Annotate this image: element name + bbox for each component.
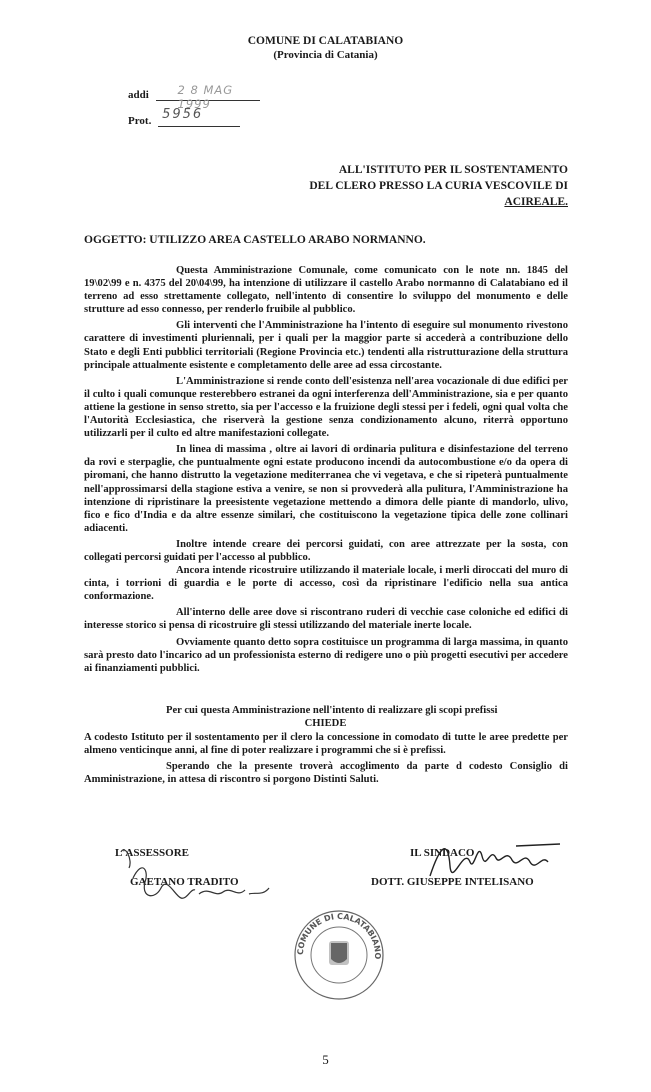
date-stamp-value: 2 8 MAG 1999 xyxy=(177,83,234,111)
body-paragraph: Inoltre intende creare dei percorsi guidati, con aree attrezzate per la sosta, con collegati percorsi guidati per l'accesso al pubblico. xyxy=(84,538,568,563)
letter-body xyxy=(84,264,568,678)
stamp-text: COMUNE DI CALATABIANO xyxy=(295,911,383,960)
protocol-field xyxy=(128,107,240,127)
municipal-stamp-seal xyxy=(291,907,387,1003)
date-line xyxy=(156,83,260,111)
province-header: (Provincia di Catania) xyxy=(273,49,378,61)
addressee-block xyxy=(309,162,568,210)
body-paragraph: Ovviamente quanto detto sopra costituisce un programma di larga massima, in quanto sarà presto dato l'incarico ad un professionista esterno di redigere uno o più progetti esecutivi per accedere ai finanziamenti pubblici. xyxy=(84,636,568,674)
addressee-line-1: ALL'ISTITUTO PER IL SOSTENTAMENTO xyxy=(338,164,568,176)
municipality-header: COMUNE DI CALATABIANO xyxy=(247,35,404,47)
protocol-line xyxy=(158,107,240,127)
subject-line: OGGETTO: UTILIZZO AREA CASTELLO ARABO NORMANNO. xyxy=(84,234,426,246)
assessore-name: GAETANO TRADITO xyxy=(130,876,239,888)
body-paragraph: Questa Amministrazione Comunale, come comunicato con le note nn. 1845 del 19\02\99 e n. 4375 del 20\04\99, ha intenzione di utilizzare il castello Arabo normanno di Calatabiano ed il terreno ad esso strettamente collegato, nell'intento di consentire lo sviluppo del monumento e delle strutture ad esso connesso, per renderlo fruibile al pubblico. xyxy=(84,265,568,316)
body-paragraph: In linea di massima , oltre ai lavori di ordinaria pulitura e disinfestazione del terreno da rovi e sterpaglie, che puntualmente ogni estate producono incendi da autocombustione e/o da opera di piromani, che hanno distrutto la vegetazione mediterranea che vi vegetava, e che si ripeterà puntualmente nell'approssimarsi della stagione estiva a venire, se non si provvederà alla pulitura, l'Amministrazione ha intenzione di ripristinare la preesistente vegetazione mettendo a dimora delle piante di mandorlo, ulivo, fico e fico d'India e da altre essenze similari, che costituiscono la vegetazione tipica delle zone collinari adiacenti. xyxy=(84,444,568,534)
page-number: 5 xyxy=(322,1052,329,1067)
sindaco-name: DOTT. GIUSEPPE INTELISANO xyxy=(371,876,534,888)
closing-request-text: A codesto Istituto per il sostentamento per il clero la concessione in comodato di tutte le aree predette per almeno venticinque anni, al fine di poter realizzare i programmi che si è prefissi. xyxy=(84,732,568,757)
closing-intro xyxy=(84,704,568,717)
body-paragraph: Gli interventi che l'Amministrazione ha l'intento di eseguire sul monumento rivestono carattere di investimenti pluriennali, per i quali per la maggior parte si accederà a contribuzione dello Stato e degli Enti pubblici territoriali (Regione Provincia etc.) tendenti alla ristrutturazione della struttura principale attualmente esistente e completamento delle aree ad essa circostante. xyxy=(84,320,568,371)
date-label: addi xyxy=(128,89,149,101)
protocol-value: 5956 xyxy=(162,107,204,122)
closing-greeting-text: Sperando che la presente troverà accoglimento da parte d codesto Consiglio di Amministrazione, in attesa di riscontro si porgono Distinti Saluti. xyxy=(84,761,568,786)
assessore-role: L'ASSESSORE xyxy=(115,847,189,859)
sindaco-signature xyxy=(420,826,570,896)
chiede-heading: CHIEDE xyxy=(304,718,347,729)
addressee-line-2: DEL CLERO PRESSO LA CURIA VESCOVILE DI xyxy=(309,180,568,192)
date-field xyxy=(128,83,260,111)
closing-request xyxy=(84,731,568,757)
body-paragraph: Ancora intende ricostruire utilizzando il materiale locale, i merli diroccati del muro di cinta, i torrioni di guardia e le porte di accesso, così da ripristinare l'edificio nella sua antica conformazione. xyxy=(84,565,568,603)
addressee-line-3: ACIREALE. xyxy=(504,196,568,208)
body-paragraph: All'interno delle aree dove si riscontrano ruderi di vecchie case coloniche ed edifici di interesse storico si pensa di ricostruire gli stessi utilizzando del materiale inerte locale. xyxy=(84,607,568,632)
sindaco-role: IL SINDACO xyxy=(410,847,475,859)
closing-greeting xyxy=(84,760,568,786)
closing-intro-text: Per cui questa Amministrazione nell'intento di realizzare gli scopi prefissi xyxy=(166,705,498,716)
assessore-signature xyxy=(115,838,275,918)
protocol-label: Prot. xyxy=(128,115,152,127)
body-paragraph: L'Amministrazione si rende conto dell'esistenza nell'area vocazionale di due edifici per il culto i quali comunque resterebbero estranei da ogni interferenza dell'Amministrazione, sia e per quanto attiene la gestione in senso stretto, sia per l'accesso e la fruizione degli stessi per i fedeli, ogni qual volta che l'Autorità Ecclesiastica, che riserverà la gestione senza condizionamento alcuno, riterrà opportuno utilizzarli per il culto ed altre manifestazioni collegate. xyxy=(84,375,568,440)
